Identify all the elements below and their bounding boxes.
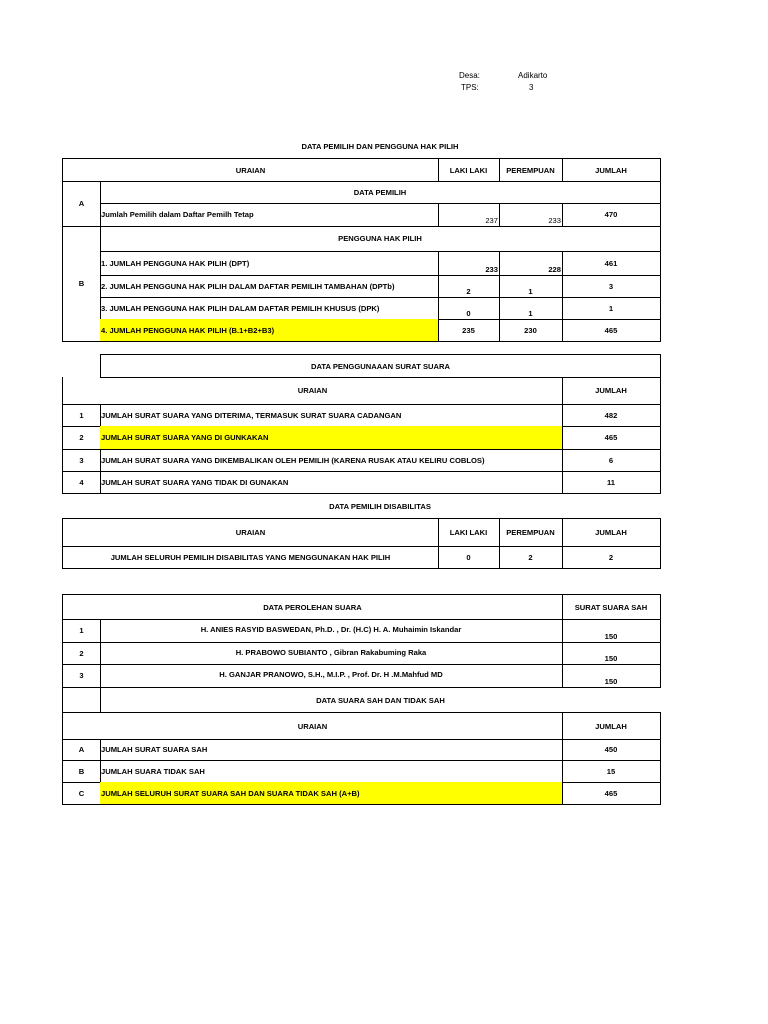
pengguna-total-jumlah: 465 [562,319,661,342]
desa-label: Desa: [459,71,480,80]
pengguna-row-label: 1. JUMLAH PENGGUNA HAK PILIH (DPT) [100,251,439,276]
pengguna-row-label: 3. JUMLAH PENGGUNA HAK PILIH DALAM DAFTAR PEMILIH KHUSUS (DPK) [100,297,439,320]
section-a-code: A [62,181,101,227]
pemilih-row-perempuan: 233 [499,203,563,227]
pemilih-col-jumlah: JUMLAH [562,158,661,182]
disabilitas-title: DATA PEMILIH DISABILITAS [329,502,431,511]
kandidat-name: H. ANIES RASYID BASWEDAN, Ph.D. , Dr. (H.C) H. A. Muhaimin Iskandar [100,619,563,643]
perolehan-spacer [62,687,101,713]
pemilih-col-uraian: URAIAN [62,158,439,182]
disabilitas-col-laki: LAKI LAKI [438,518,500,547]
surat-suara-row-jumlah: 465 [562,426,661,450]
sah-row-label: JUMLAH SUARA TIDAK SAH [100,760,563,783]
sah-row-jumlah: 450 [562,739,661,761]
surat-suara-col-uraian: URAIAN [62,377,563,405]
pemilih-title: DATA PEMILIH DAN PENGGUNA HAK PILIH [301,141,459,151]
sah-row-jumlah: 15 [562,760,661,783]
section-b-code: B [62,226,101,342]
sah-row-jumlah: 465 [562,782,661,805]
kandidat-name: H. GANJAR PRANOWO, S.H., M.I.P. , Prof. Dr. H .M.Mahfud MD [100,664,563,688]
pengguna-row-perempuan: 1 [499,297,563,320]
pemilih-col-laki: LAKI LAKI [438,158,500,182]
pengguna-row-jumlah: 1 [562,297,661,320]
section-a-heading: DATA PEMILIH [100,181,661,204]
kandidat-no: 1 [62,619,101,643]
sah-tidak-sah-title: DATA SUARA SAH DAN TIDAK SAH [316,695,445,705]
pengguna-row-jumlah: 3 [562,275,661,298]
disabilitas-row-perempuan: 2 [499,546,563,569]
sah-row-label: JUMLAH SELURUH SURAT SUARA SAH DAN SUARA TIDAK SAH (A+B) [100,782,563,805]
pengguna-total-label: 4. JUMLAH PENGGUNA HAK PILIH (B.1+B2+B3) [100,319,439,342]
pengguna-row-jumlah: 461 [562,251,661,276]
surat-suara-row-label: JUMLAH SURAT SUARA YANG DITERIMA, TERMASUK SURAT SUARA CADANGAN [100,404,563,427]
desa-value: Adikarto [518,71,548,80]
pengguna-row-perempuan: 228 [499,251,563,276]
surat-suara-row-label: JUMLAH SURAT SUARA YANG TIDAK DI GUNAKAN [100,471,563,494]
kandidat-no: 2 [62,642,101,665]
surat-suara-row-jumlah: 11 [562,471,661,494]
tps-value: 3 [529,83,534,92]
disabilitas-col-uraian: URAIAN [62,518,439,547]
surat-suara-row-no: 2 [62,426,101,450]
pemilih-row-label: Jumlah Pemilih dalam Daftar Pemilh Tetap [100,203,439,227]
kandidat-no: 3 [62,664,101,688]
tps-label: TPS: [461,83,479,92]
disabilitas-col-perempuan: PEREMPUAN [499,518,563,547]
pemilih-row-jumlah: 470 [562,203,661,227]
surat-suara-title: DATA PENGGUNAAAN SURAT SUARA [100,354,661,378]
surat-suara-row-label: JUMLAH SURAT SUARA YANG DIKEMBALIKAN OLEH PEMILIH (KARENA RUSAK ATAU KELIRU COBLOS) [100,449,563,472]
disabilitas-row-label: JUMLAH SELURUH PEMILIH DISABILITAS YANG MENGGUNAKAN HAK PILIH [62,546,439,569]
surat-suara-row-jumlah: 482 [562,404,661,427]
kandidat-name: H. PRABOWO SUBIANTO , Gibran Rakabuming Raka [100,642,563,665]
pengguna-row-perempuan: 1 [499,275,563,298]
disabilitas-row-laki: 0 [438,546,500,569]
kandidat-sah: 150 [562,642,661,665]
pemilih-row-laki: 237 [438,203,500,227]
sah-col-jumlah: JUMLAH [562,712,661,740]
pengguna-row-laki: 2 [438,275,500,298]
pengguna-row-laki: 233 [438,251,500,276]
surat-suara-row-jumlah: 6 [562,449,661,472]
pengguna-total-laki: 235 [438,319,500,342]
pengguna-row-label: 2. JUMLAH PENGGUNA HAK PILIH DALAM DAFTAR PEMILIH TAMBAHAN (DPTb) [100,275,439,298]
sah-row-label: JUMLAH SURAT SUARA SAH [100,739,563,761]
surat-suara-row-no: 3 [62,449,101,472]
pengguna-row-laki: 0 [438,297,500,320]
disabilitas-row-jumlah: 2 [562,546,661,569]
pemilih-col-perempuan: PEREMPUAN [499,158,563,182]
pengguna-total-perempuan: 230 [499,319,563,342]
perolehan-col-sah: SURAT SUARA SAH [562,594,661,620]
surat-suara-col-jumlah: JUMLAH [562,377,661,405]
perolehan-title: DATA PEROLEHAN SUARA [62,594,563,620]
section-b-heading: PENGGUNA HAK PILIH [100,226,661,252]
surat-suara-row-no: 4 [62,471,101,494]
kandidat-sah: 150 [562,664,661,688]
kandidat-sah: 150 [562,619,661,643]
sah-col-uraian: URAIAN [62,712,563,740]
surat-suara-row-no: 1 [62,404,101,427]
disabilitas-col-jumlah: JUMLAH [562,518,661,547]
sah-row-code: C [62,782,101,805]
surat-suara-row-label: JUMLAH SURAT SUARA YANG DI GUNKAKAN [100,426,563,450]
sah-row-code: B [62,760,101,783]
sah-row-code: A [62,739,101,761]
